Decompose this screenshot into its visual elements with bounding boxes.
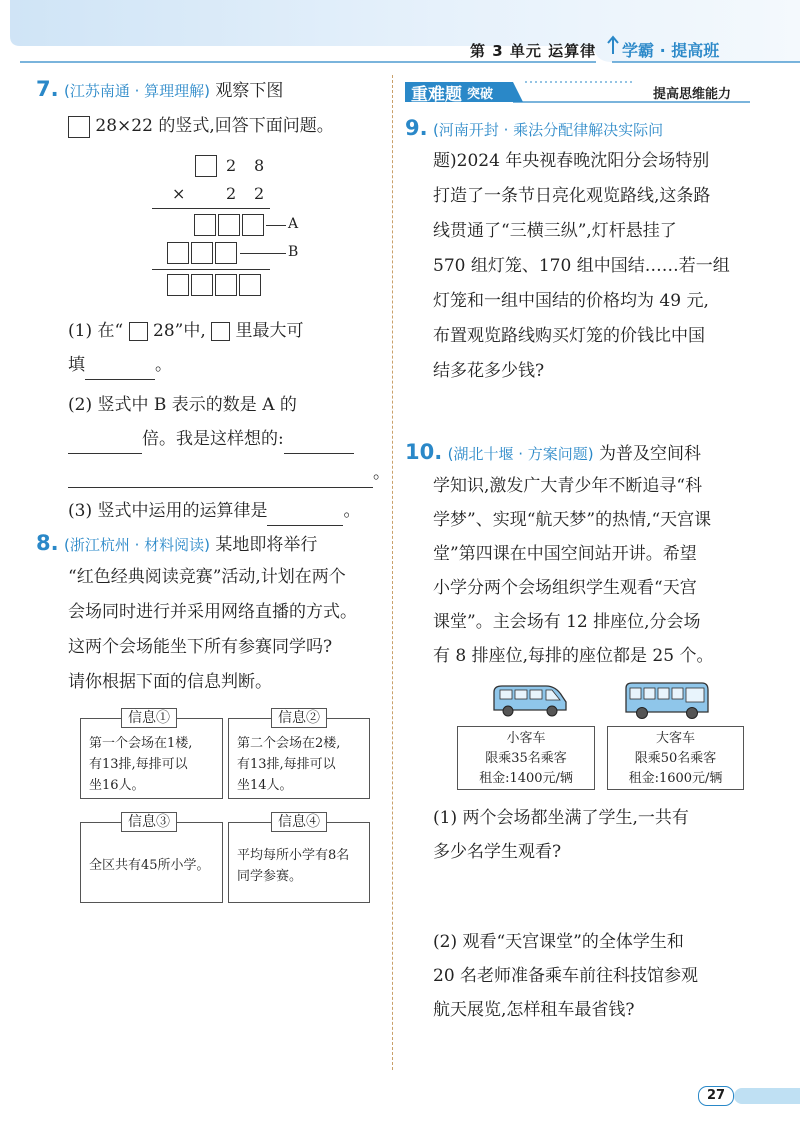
- bus-name: 大客车: [655, 731, 695, 746]
- info-title: 信息③: [121, 812, 177, 832]
- brand-label: 学霸 · 提高班: [622, 41, 720, 60]
- q10-part2-cont: 20 名老师准备乘车前往科技馆参观: [433, 966, 699, 986]
- q8-tag: (浙江杭州 · 材料阅读): [64, 536, 211, 554]
- q7-tag: (江苏南通 · 算理理解): [64, 82, 211, 100]
- info-card-1: [80, 710, 223, 799]
- unit-title: 第 3 单元 运算律: [470, 42, 597, 60]
- blank-box: [211, 322, 230, 341]
- column-divider: [392, 75, 393, 1070]
- q10-line: 有 8 排座位,每排的座位都是 25 个。: [433, 646, 714, 666]
- q9-number: 9.: [405, 116, 428, 140]
- q7-p2-text: 倍。我是这样想的:: [142, 429, 284, 449]
- q10-line: 学梦”、实现“航天梦”的热情,“天宫课: [433, 510, 712, 530]
- page-bar: [734, 1088, 800, 1104]
- q7-p1-text: 填: [68, 355, 85, 375]
- info-line: 坐16人。: [89, 778, 145, 793]
- q7-p1-text: 28”中,: [153, 321, 206, 341]
- q10-line: 堂”第四课在中国空间站开讲。希望: [433, 544, 697, 564]
- calc-rule: [152, 269, 270, 270]
- info-line: 有13排,每排可以: [237, 757, 336, 772]
- digit-box: [239, 274, 261, 296]
- q8-line: 这两个会场能坐下所有参赛同学吗?: [68, 637, 333, 657]
- arrow-icon: [606, 34, 620, 60]
- info-body: [237, 845, 349, 887]
- q9-tag: (河南开封 · 乘法分配律解决实际问: [433, 121, 664, 139]
- bus-limit: 限乘50名乘客: [634, 751, 717, 766]
- q9-line: 线贯通了“三横三纵”,灯杆悬挂了: [433, 221, 677, 241]
- label-a: A: [288, 216, 299, 232]
- section-banner: [405, 80, 750, 104]
- calc-digit: 2: [226, 156, 237, 175]
- banner-right-text: 提高思维能力: [653, 87, 732, 102]
- q8-line: 请你根据下面的信息判断。: [68, 672, 272, 692]
- q9-line: 570 组灯笼、170 组中国结……若一组: [433, 256, 730, 276]
- answer-blank[interactable]: [267, 507, 343, 526]
- q7-p1-text: 。: [155, 355, 172, 375]
- info-card-4: [228, 814, 370, 903]
- pointer-line: [240, 253, 286, 254]
- q7-intro1: 观察下图: [215, 81, 284, 101]
- q10-part1: (1) 两个会场都坐满了学生,一共有: [433, 808, 689, 828]
- q10-line: 学知识,激发广大青少年不断追寻“科: [433, 476, 703, 496]
- bus-rent: 租金:1600元/辆: [628, 771, 723, 786]
- q7-title-line: [36, 74, 283, 106]
- q9-title-line: [405, 113, 663, 145]
- info-line: 第二个会场在2楼,: [237, 736, 341, 751]
- bus-name: 小客车: [506, 731, 546, 746]
- info-title: 信息②: [271, 708, 327, 728]
- calc-digit: 8: [254, 156, 265, 175]
- digit-box: [218, 214, 240, 236]
- digit-box: [191, 274, 213, 296]
- label-b: B: [288, 244, 299, 260]
- banner-sub: 突破: [467, 87, 494, 102]
- info-line: 第一个会场在1楼,: [89, 736, 193, 751]
- q8-line: 会场同时进行并采用网络直播的方式。: [68, 602, 357, 622]
- q9-line: 打造了一条节日亮化观览路线,这条路: [433, 186, 711, 206]
- bus-limit: 限乘35名乘客: [485, 751, 567, 766]
- q10-tag: (湖北十堰 · 方案问题): [447, 445, 594, 463]
- q10-line: 为普及空间科: [599, 444, 702, 464]
- q7-intro2: 28×22 的竖式,回答下面问题。: [95, 116, 334, 136]
- info-line: 平均每所小学有8名: [237, 848, 350, 863]
- info-line: 有13排,每排可以: [89, 757, 188, 772]
- q8-title-line: [36, 528, 317, 560]
- bus-card: [607, 726, 744, 790]
- calc-digit: 2: [226, 184, 237, 203]
- q8-number: 8.: [36, 531, 59, 555]
- q9-line: 灯笼和一组中国结的价格均为 49 元,: [433, 291, 709, 311]
- digit-box: [167, 242, 189, 264]
- q10-part2: (2) 观看“天宫课堂”的全体学生和: [433, 932, 684, 952]
- q7-p1-text: (1) 在“: [68, 321, 124, 341]
- vertical-multiplication: [150, 150, 320, 300]
- q7-part2-line3: [68, 458, 390, 488]
- digit-box: [167, 274, 189, 296]
- info-line: 同学参赛。: [237, 869, 303, 884]
- info-card-2: [228, 710, 370, 799]
- answer-blank[interactable]: [85, 361, 155, 380]
- info-line: 全区共有45所小学。: [89, 858, 210, 873]
- banner-title: 重难题: [411, 85, 462, 105]
- info-body: [237, 733, 340, 796]
- q10-title-line: [405, 437, 701, 469]
- calc-digit: 2: [254, 184, 265, 203]
- q7-number: 7.: [36, 77, 59, 101]
- answer-blank[interactable]: [284, 435, 354, 454]
- calc-rule: [152, 208, 270, 209]
- q7-part2: (2) 竖式中 B 表示的数是 A 的: [68, 395, 297, 415]
- q10-part1-cont: 多少名学生观看?: [433, 842, 562, 862]
- info-line: 坐14人。: [237, 778, 293, 793]
- minibus-illustration: [490, 680, 570, 724]
- q7-part2-cont: [68, 424, 354, 454]
- digit-box: [194, 214, 216, 236]
- q7-p2-text: 。: [373, 463, 390, 483]
- q7-part1: [68, 316, 304, 346]
- q7-p3-text: (3) 竖式中运用的运算律是: [68, 501, 268, 521]
- bus-rent: 租金:1400元/辆: [479, 771, 573, 786]
- q7-p1-text: 里最大可: [235, 321, 304, 341]
- q9-line: 题)2024 年央视春晚沈阳分会场特别: [433, 151, 710, 171]
- q9-line: 布置观览路线购买灯笼的价钱比中国: [433, 326, 705, 346]
- digit-box: [242, 214, 264, 236]
- digit-box: [215, 242, 237, 264]
- q10-part2-cont: 航天展览,怎样租车最省钱?: [433, 1000, 635, 1020]
- answer-blank[interactable]: [68, 469, 373, 488]
- q8-line: “红色经典阅读竞赛”活动,计划在两个: [68, 567, 346, 587]
- page-number: 27: [698, 1086, 734, 1106]
- info-card-3: [80, 814, 223, 903]
- q7-part3: [68, 496, 360, 526]
- q7-part1-cont: [68, 350, 172, 380]
- q9-line: 结多花多少钱?: [433, 361, 545, 381]
- digit-box: [195, 155, 217, 177]
- digit-box: [191, 242, 213, 264]
- minibus-card: [457, 726, 595, 790]
- q8-line: 某地即将举行: [215, 535, 318, 555]
- blank-box: [129, 322, 148, 341]
- info-body: [89, 733, 192, 796]
- info-title: 信息④: [271, 812, 327, 832]
- q7-intro-line2: [68, 111, 334, 141]
- q10-line: 课堂”。主会场有 12 排座位,分会场: [433, 612, 701, 632]
- bus-illustration: [622, 678, 712, 726]
- q7-p3-text: 。: [343, 501, 361, 521]
- digit-box: [215, 274, 237, 296]
- times-sign: ×: [172, 184, 186, 203]
- q10-line: 小学分两个会场组织学生观看“天宫: [433, 578, 697, 598]
- pointer-line: [266, 225, 286, 226]
- info-body: [89, 855, 210, 876]
- q10-number: 10.: [405, 440, 443, 464]
- info-title: 信息①: [121, 708, 177, 728]
- answer-blank[interactable]: [68, 435, 142, 454]
- blank-box: [68, 116, 90, 138]
